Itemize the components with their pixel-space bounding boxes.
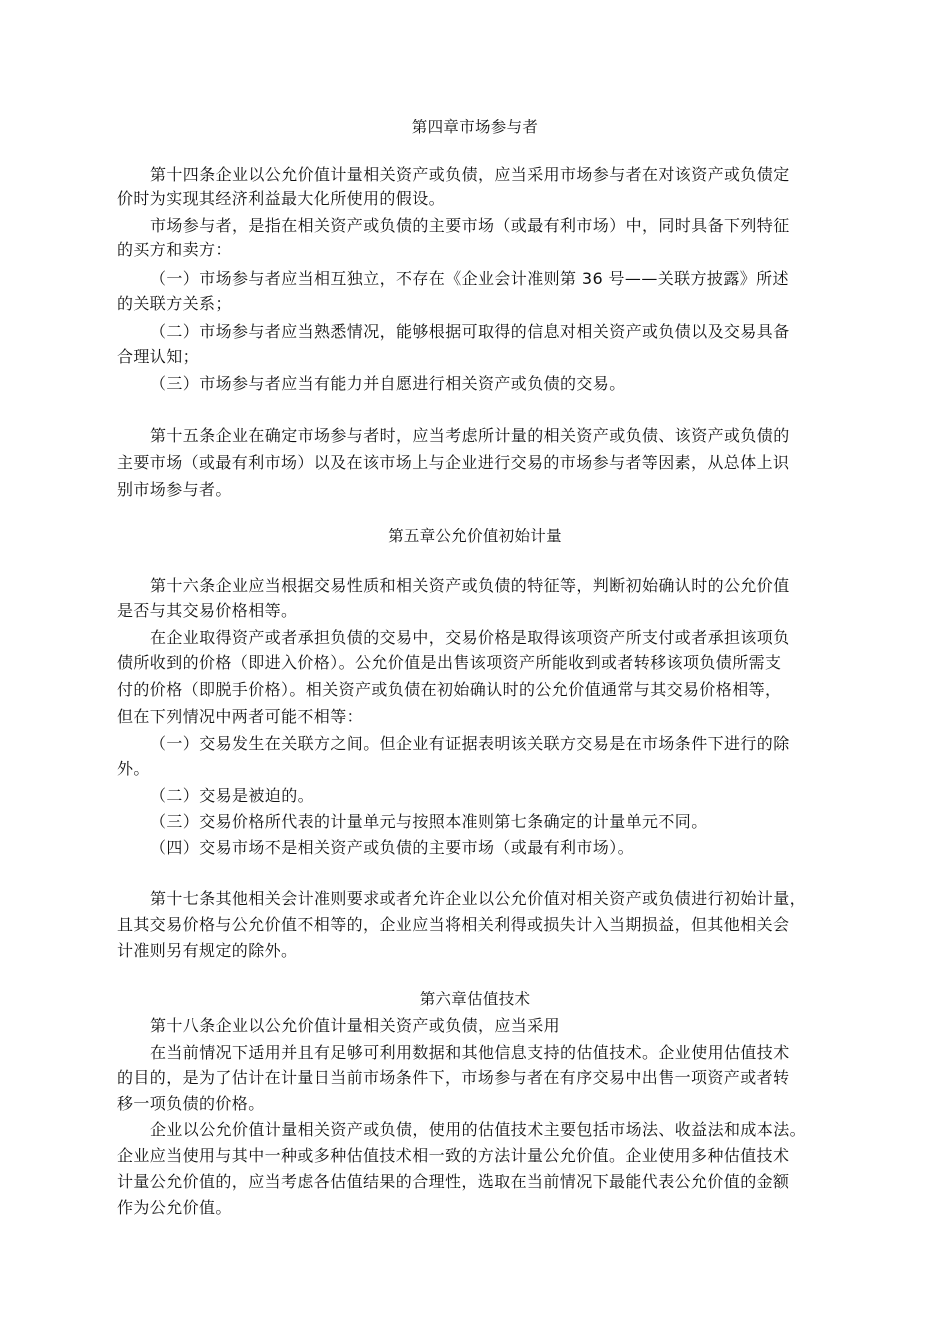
list-item-line: （四）交易市场不是相关资产或负债的主要市场（或最有利市场）。 (150, 838, 635, 857)
paragraph-line: 第十八条企业以公允价值计量相关资产或负债，应当采用 (150, 1016, 561, 1035)
chapter-heading: 第五章公允价值初始计量 (388, 527, 562, 545)
paragraph-line: 但在下列情况中两者可能不相等： (117, 707, 364, 726)
list-item-line: （二）交易是被迫的。 (150, 786, 315, 805)
paragraph-line: 外。 (117, 759, 150, 778)
list-item-line: （三）市场参与者应当有能力并自愿进行相关资产或负债的交易。 (150, 374, 626, 393)
paragraph-line: 企业以公允价值计量相关资产或负债，使用的估值技术主要包括市场法、收益法和成本法。 (150, 1120, 807, 1139)
paragraph-line: 第十七条其他相关会计准则要求或者允许企业以公允价值对相关资产或负债进行初始计量， (150, 889, 807, 908)
paragraph-line: 计准则另有规定的除外。 (117, 941, 298, 960)
paragraph-line: 付的价格（即脱手价格）。相关资产或负债在初始确认时的公允价值通常与其交易价格相等， (117, 680, 782, 699)
paragraph-line: 企业应当使用与其中一种或多种估值技术相一致的方法计量公允价值。企业使用多种估值技术 (117, 1146, 790, 1165)
paragraph-line: 价时为实现其经济利益最大化所使用的假设。 (117, 189, 446, 208)
paragraph-line: 在企业取得资产或者承担负债的交易中，交易价格是取得该项资产所支付或者承担该项负 (150, 628, 790, 647)
paragraph-line: 在当前情况下适用并且有足够可利用数据和其他信息支持的估值技术。企业使用估值技术 (150, 1043, 790, 1062)
chapter-heading: 第四章市场参与者 (411, 118, 539, 136)
paragraph-line: 的关联方关系； (117, 294, 232, 313)
list-item-line: （三）交易价格所代表的计量单元与按照本准则第七条确定的计量单元不同。 (150, 812, 708, 831)
paragraph-line: 合理认知； (117, 347, 200, 366)
paragraph-line: 第十五条企业在确定市场参与者时，应当考虑所计量的相关资产或负债、该资产或负债的 (150, 426, 790, 445)
paragraph-line: 第十六条企业应当根据交易性质和相关资产或负债的特征等，判断初始确认时的公允价值 (150, 576, 790, 595)
paragraph-line: 第十四条企业以公允价值计量相关资产或负债，应当采用市场参与者在对该资产或负债定 (150, 165, 790, 184)
paragraph-line: 的目的，是为了估计在计量日当前市场条件下，市场参与者在有序交易中出售一项资产或者转 (117, 1068, 790, 1087)
paragraph-line: 作为公允价值。 (117, 1198, 232, 1217)
paragraph-line: 别市场参与者。 (117, 480, 232, 499)
chapter-heading: 第六章估值技术 (419, 990, 531, 1008)
paragraph-line: 移一项负债的价格。 (117, 1094, 265, 1113)
paragraph-line: 是否与其交易价格相等。 (117, 601, 298, 620)
paragraph-line: 市场参与者，是指在相关资产或负债的主要市场（或最有利市场）中，同时具备下列特征 (150, 216, 790, 235)
paragraph-line: 计量公允价值的，应当考虑各估值结果的合理性，选取在当前情况下最能代表公允价值的金额 (117, 1172, 790, 1191)
paragraph-line: 的买方和卖方： (117, 240, 232, 259)
paragraph-line: 主要市场（或最有利市场）以及在该市场上与企业进行交易的市场参与者等因素，从总体上识 (117, 453, 790, 472)
list-item-line: （一）交易发生在关联方之间。但企业有证据表明该关联方交易是在市场条件下进行的除 (150, 734, 790, 753)
paragraph-line: 债所收到的价格（即进入价格）。公允价值是出售该项资产所能收到或者转移该项负债所需支 (117, 653, 782, 672)
paragraph-line: 且其交易价格与公允价值不相等的，企业应当将相关利得或损失计入当期损益，但其他相关会 (117, 915, 790, 934)
list-item-line: （二）市场参与者应当熟悉情况，能够根据可取得的信息对相关资产或负债以及交易具备 (150, 322, 790, 341)
list-item-line: （一）市场参与者应当相互独立，不存在《企业会计准则第 36 号——关联方披露》所述 (150, 269, 789, 288)
